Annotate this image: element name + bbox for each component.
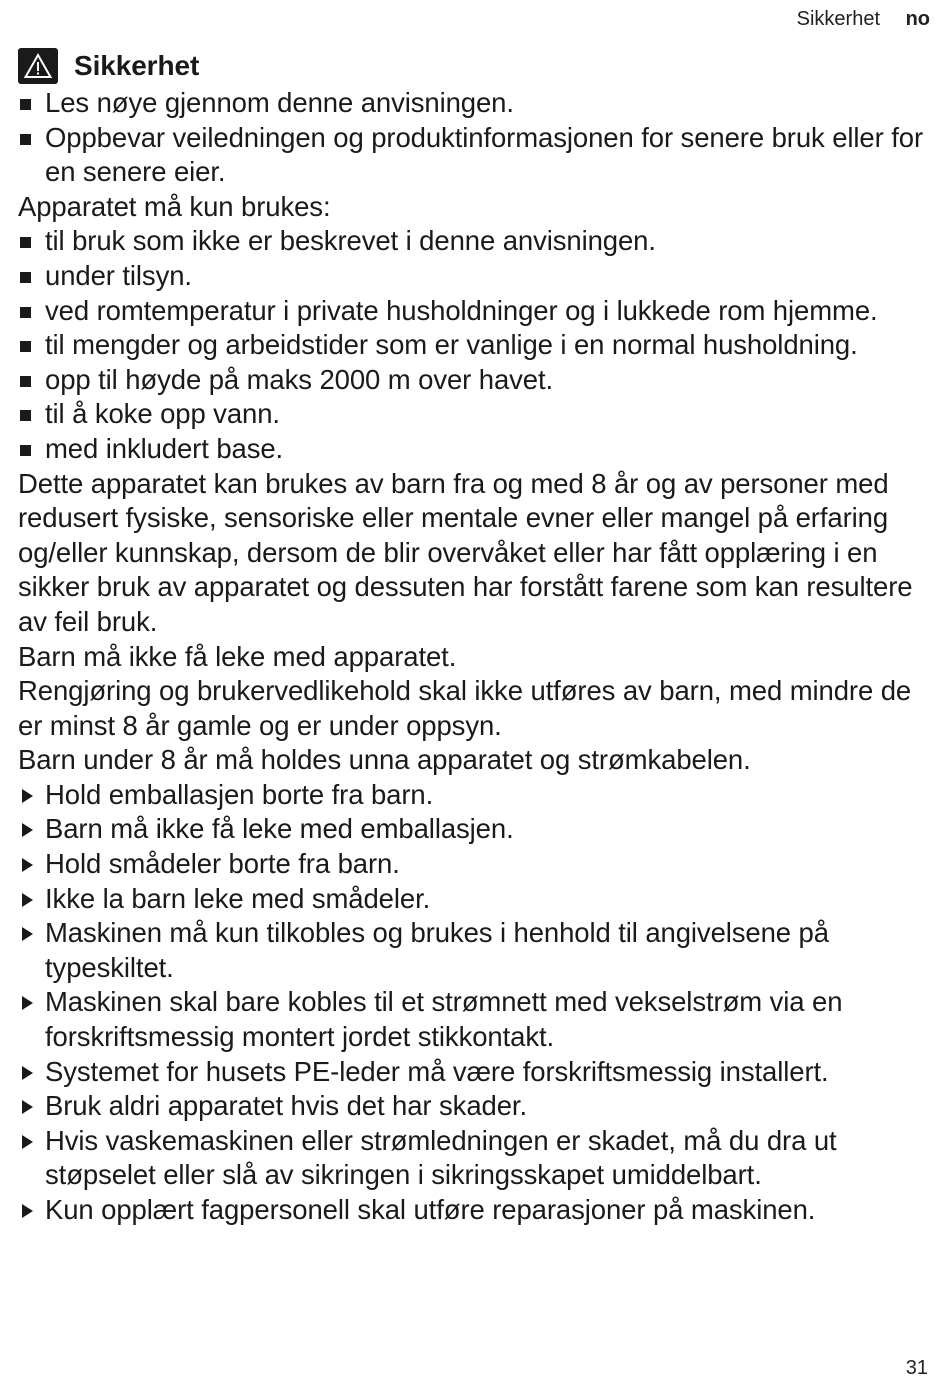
section-title-row (18, 46, 933, 86)
paragraph: Barn under 8 år må holdes unna apparatet og strømkabelen. (18, 744, 751, 776)
header-language: no (905, 8, 930, 30)
action-item: Maskinen skal bare kobles til et strømnett med vekselstrøm via en forskriftsmessig montert jordet stikkontakt. (18, 985, 933, 1054)
usage-item: med inkludert base. (18, 432, 933, 467)
action-item: Hvis vaskemaskinen eller strømledningen er skadet, må du dra ut støpselet eller slå av sikringen i sikringsskapet umiddelbart. (18, 1124, 933, 1193)
header-section: Sikkerhet (796, 8, 880, 30)
usage-item: under tilsyn. (18, 259, 933, 294)
usage-item: til mengder og arbeidstider som er vanlige i en normal husholdning. (18, 328, 933, 363)
action-item: Ikke la barn leke med smådeler. (18, 882, 933, 917)
action-item: Kun opplært fagpersonell skal utføre reparasjoner på maskinen. (18, 1193, 933, 1228)
running-header (797, 8, 930, 31)
paragraph: Dette apparatet kan brukes av barn fra og med 8 år og av personer med redusert fysiske, sensoriske eller mentale evner eller mangel på erfaring og/eller kunnskap, dersom de blir overvåket eller har fått opplæring i en sikker bruk av apparatet og dessuten har forstått farene som kan resultere av feil bruk. (18, 467, 913, 637)
action-item: Systemet for husets PE-leder må være forskriftsmessig installert. (18, 1055, 933, 1090)
usage-heading: Apparatet må kun brukes: (18, 190, 331, 222)
warning-triangle-icon (18, 48, 58, 84)
page-content (18, 46, 933, 1228)
action-item: Hold smådeler borte fra barn. (18, 847, 933, 882)
action-item: Bruk aldri apparatet hvis det har skader. (18, 1089, 933, 1124)
paragraph: Barn må ikke få leke med apparatet. (18, 640, 457, 672)
usage-item: opp til høyde på maks 2000 m over havet. (18, 363, 933, 398)
usage-item: til å koke opp vann. (18, 397, 933, 432)
section-title: Sikkerhet (74, 49, 200, 81)
action-item: Hold emballasjen borte fra barn. (18, 778, 933, 813)
usage-item: til bruk som ikke er beskrevet i denne anvisningen. (18, 224, 933, 259)
intro-item: Oppbevar veiledningen og produktinformasjonen for senere bruk eller for en senere eier. (18, 121, 933, 190)
page-number: 31 (905, 1357, 928, 1379)
usage-item: ved romtemperatur i private husholdninger og i lukkede rom hjemme. (18, 294, 933, 329)
intro-item: Les nøye gjennom denne anvisningen. (18, 86, 933, 121)
paragraph: Rengjøring og brukervedlikehold skal ikke utføres av barn, med mindre de er minst 8 år gamle og er under oppsyn. (18, 675, 912, 741)
action-item: Maskinen må kun tilkobles og brukes i henhold til angivelsene på typeskiltet. (18, 916, 933, 985)
action-item: Barn må ikke få leke med emballasjen. (18, 812, 933, 847)
